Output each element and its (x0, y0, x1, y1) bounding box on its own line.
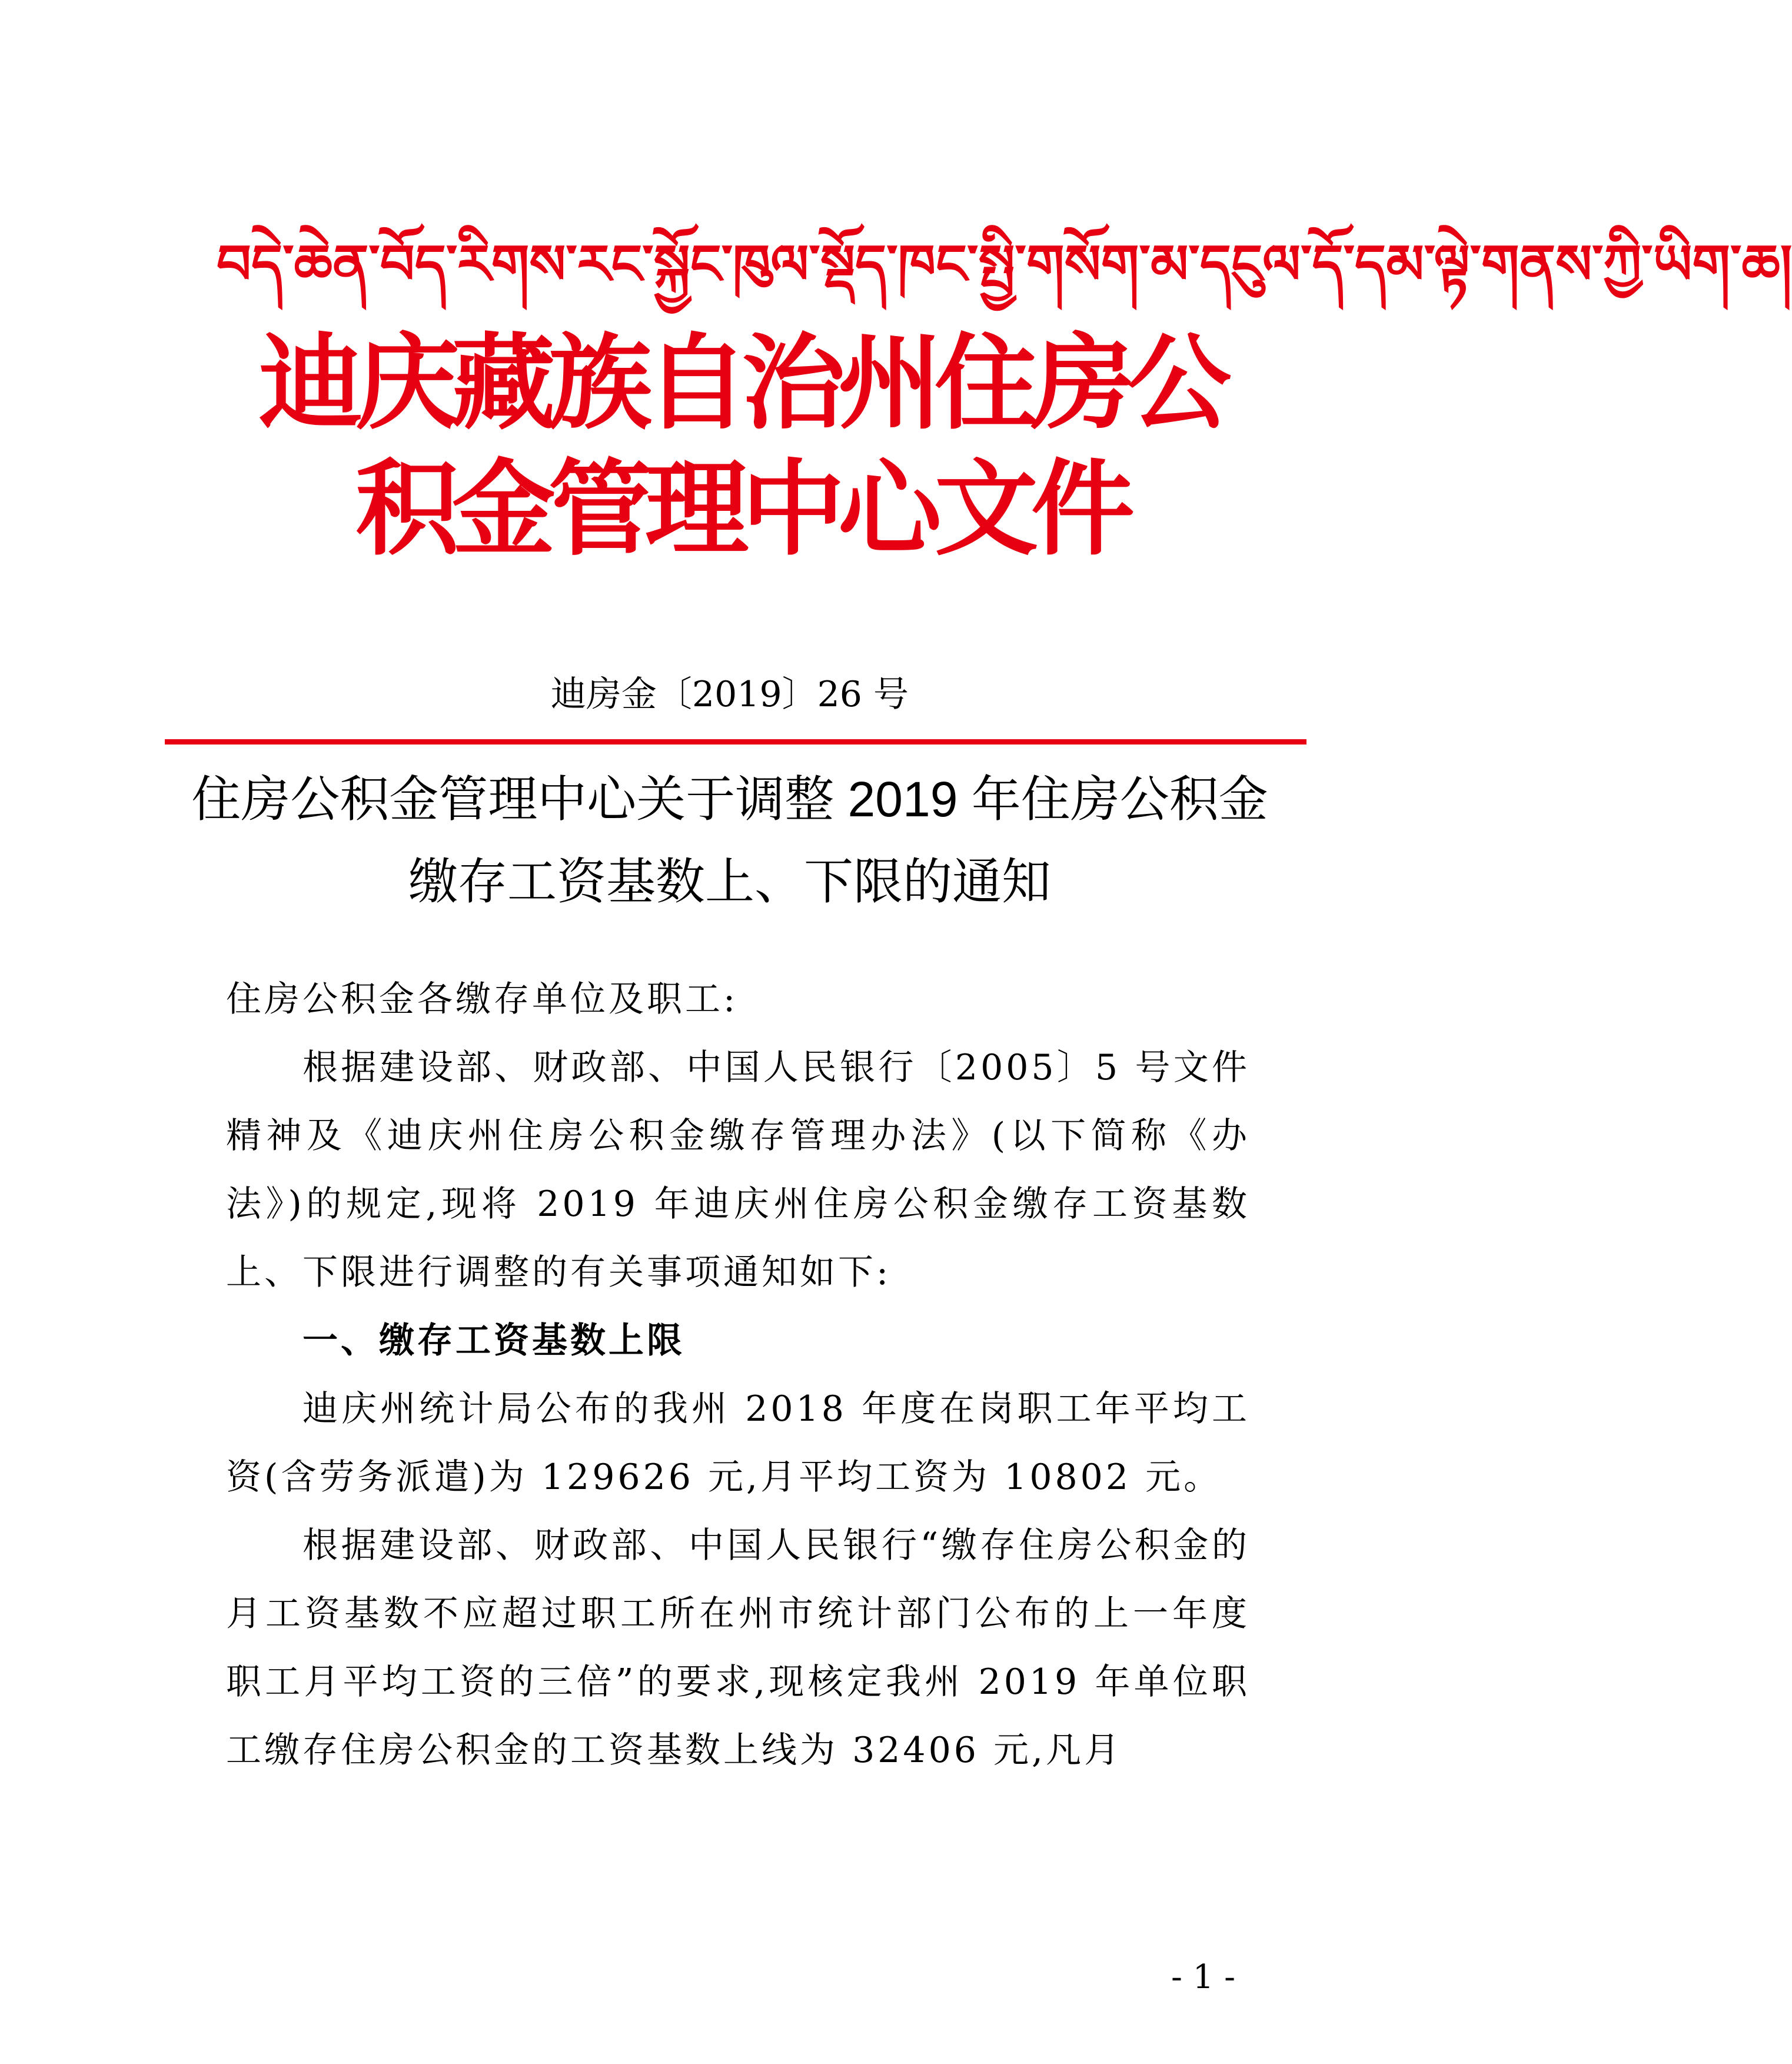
body-paragraph-2: 迪庆州统计局公布的我州 2018 年度在岗职工年平均工资(含劳务派遣)为 129626 元,月平均工资为 10802 元。 (226, 1388, 1250, 1498)
body-paragraph-3: 根据建设部、财政部、中国人民银行“缴存住房公积金的月工资基数不应超过职工所在州市统计部门公布的上一年度职工月平均工资的三倍”的要求,现核定我州 2019 年单位职工缴存住房公积金的工资基数上线为 32406 元,凡月 (226, 1525, 1250, 1771)
body-paragraph-1: 根据建设部、财政部、中国人民银行〔2005〕5 号文件精神及《迪庆州住房公积金缴存管理办法》(以下简称《办法》)的规定,现将 2019 年迪庆州住房公积金缴存工资基数上、下限进行调整的有关事项通知如下: (226, 1047, 1250, 1293)
red-divider-line (165, 739, 1306, 744)
page-number: - 1 - (1171, 1958, 1236, 1996)
salutation: 住房公积金各缴存单位及职工: (226, 979, 739, 1020)
document-number: 迪房金〔2019〕26 号 (550, 674, 909, 715)
document-issuer-title: 迪庆藏族自治州住房公积金管理中心文件 (258, 323, 1224, 570)
document-body (226, 965, 1250, 1784)
tibetan-document-title: བདེ་ཆེན་བོད་རིགས་རང་སྐྱོང་ཁུལ་སྡོད་ཁང་སྤྱི་གསོག་མ་དངུལ་དོ་དམ་ལྟེ་གནས་ཀྱི་ཡིག་ཆ། (217, 233, 1792, 296)
notice-title: 住房公积金管理中心关于调整 2019 年住房公积金缴存工资基数上、下限的通知 (191, 772, 1268, 909)
section-heading-1: 一、缴存工资基数上限 (302, 1320, 685, 1361)
